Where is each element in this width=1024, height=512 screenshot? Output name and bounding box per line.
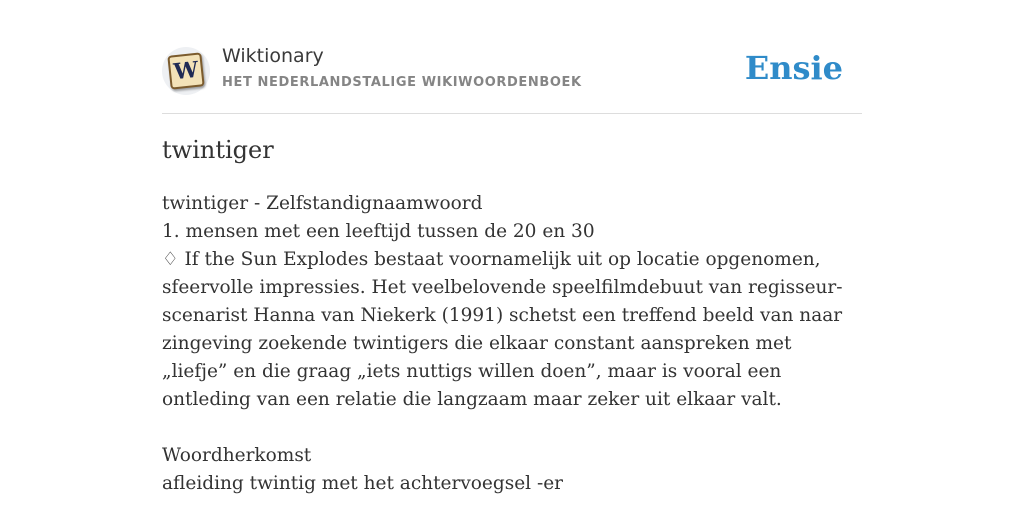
site-tagline: HET NEDERLANDSTALIGE WIKIWOORDENBOEK	[222, 75, 582, 90]
wiktionary-logo-icon: W	[167, 52, 204, 89]
section-spacer	[162, 414, 862, 442]
example-quote: ♢ If the Sun Explodes bestaat voornamelijk uit op locatie opgenomen, sfeervolle impressies. Het veelbelovende speelfilmdebuut van regisseur-scenarist Hanna van Niekerk (1991) schetst een treffend beeld van naar zingeving zoekende twintigers die elkaar constant aanspreken met „liefje” en die graag „iets nuttigs willen doen”, maar is vooral een ontleding van een relatie die langzaam maar zeker uit elkaar valt.	[162, 249, 843, 410]
ensie-logo-link[interactable]: Ensie	[744, 49, 843, 87]
etymology-heading: Woordherkomst	[162, 445, 312, 466]
etymology-text: afleiding twintig met het achtervoegsel -er	[162, 473, 563, 494]
page-title: twintiger	[162, 136, 274, 164]
header-divider	[162, 113, 862, 114]
entry-content	[162, 190, 862, 498]
wiktionary-logo[interactable]	[162, 47, 210, 95]
site-name[interactable]: Wiktionary	[222, 45, 324, 67]
site-header	[162, 45, 862, 95]
part-of-speech-line: twintiger - Zelfstandignaamwoord	[162, 193, 483, 214]
definition-text: 1. mensen met een leeftijd tussen de 20 en 30	[162, 221, 595, 242]
